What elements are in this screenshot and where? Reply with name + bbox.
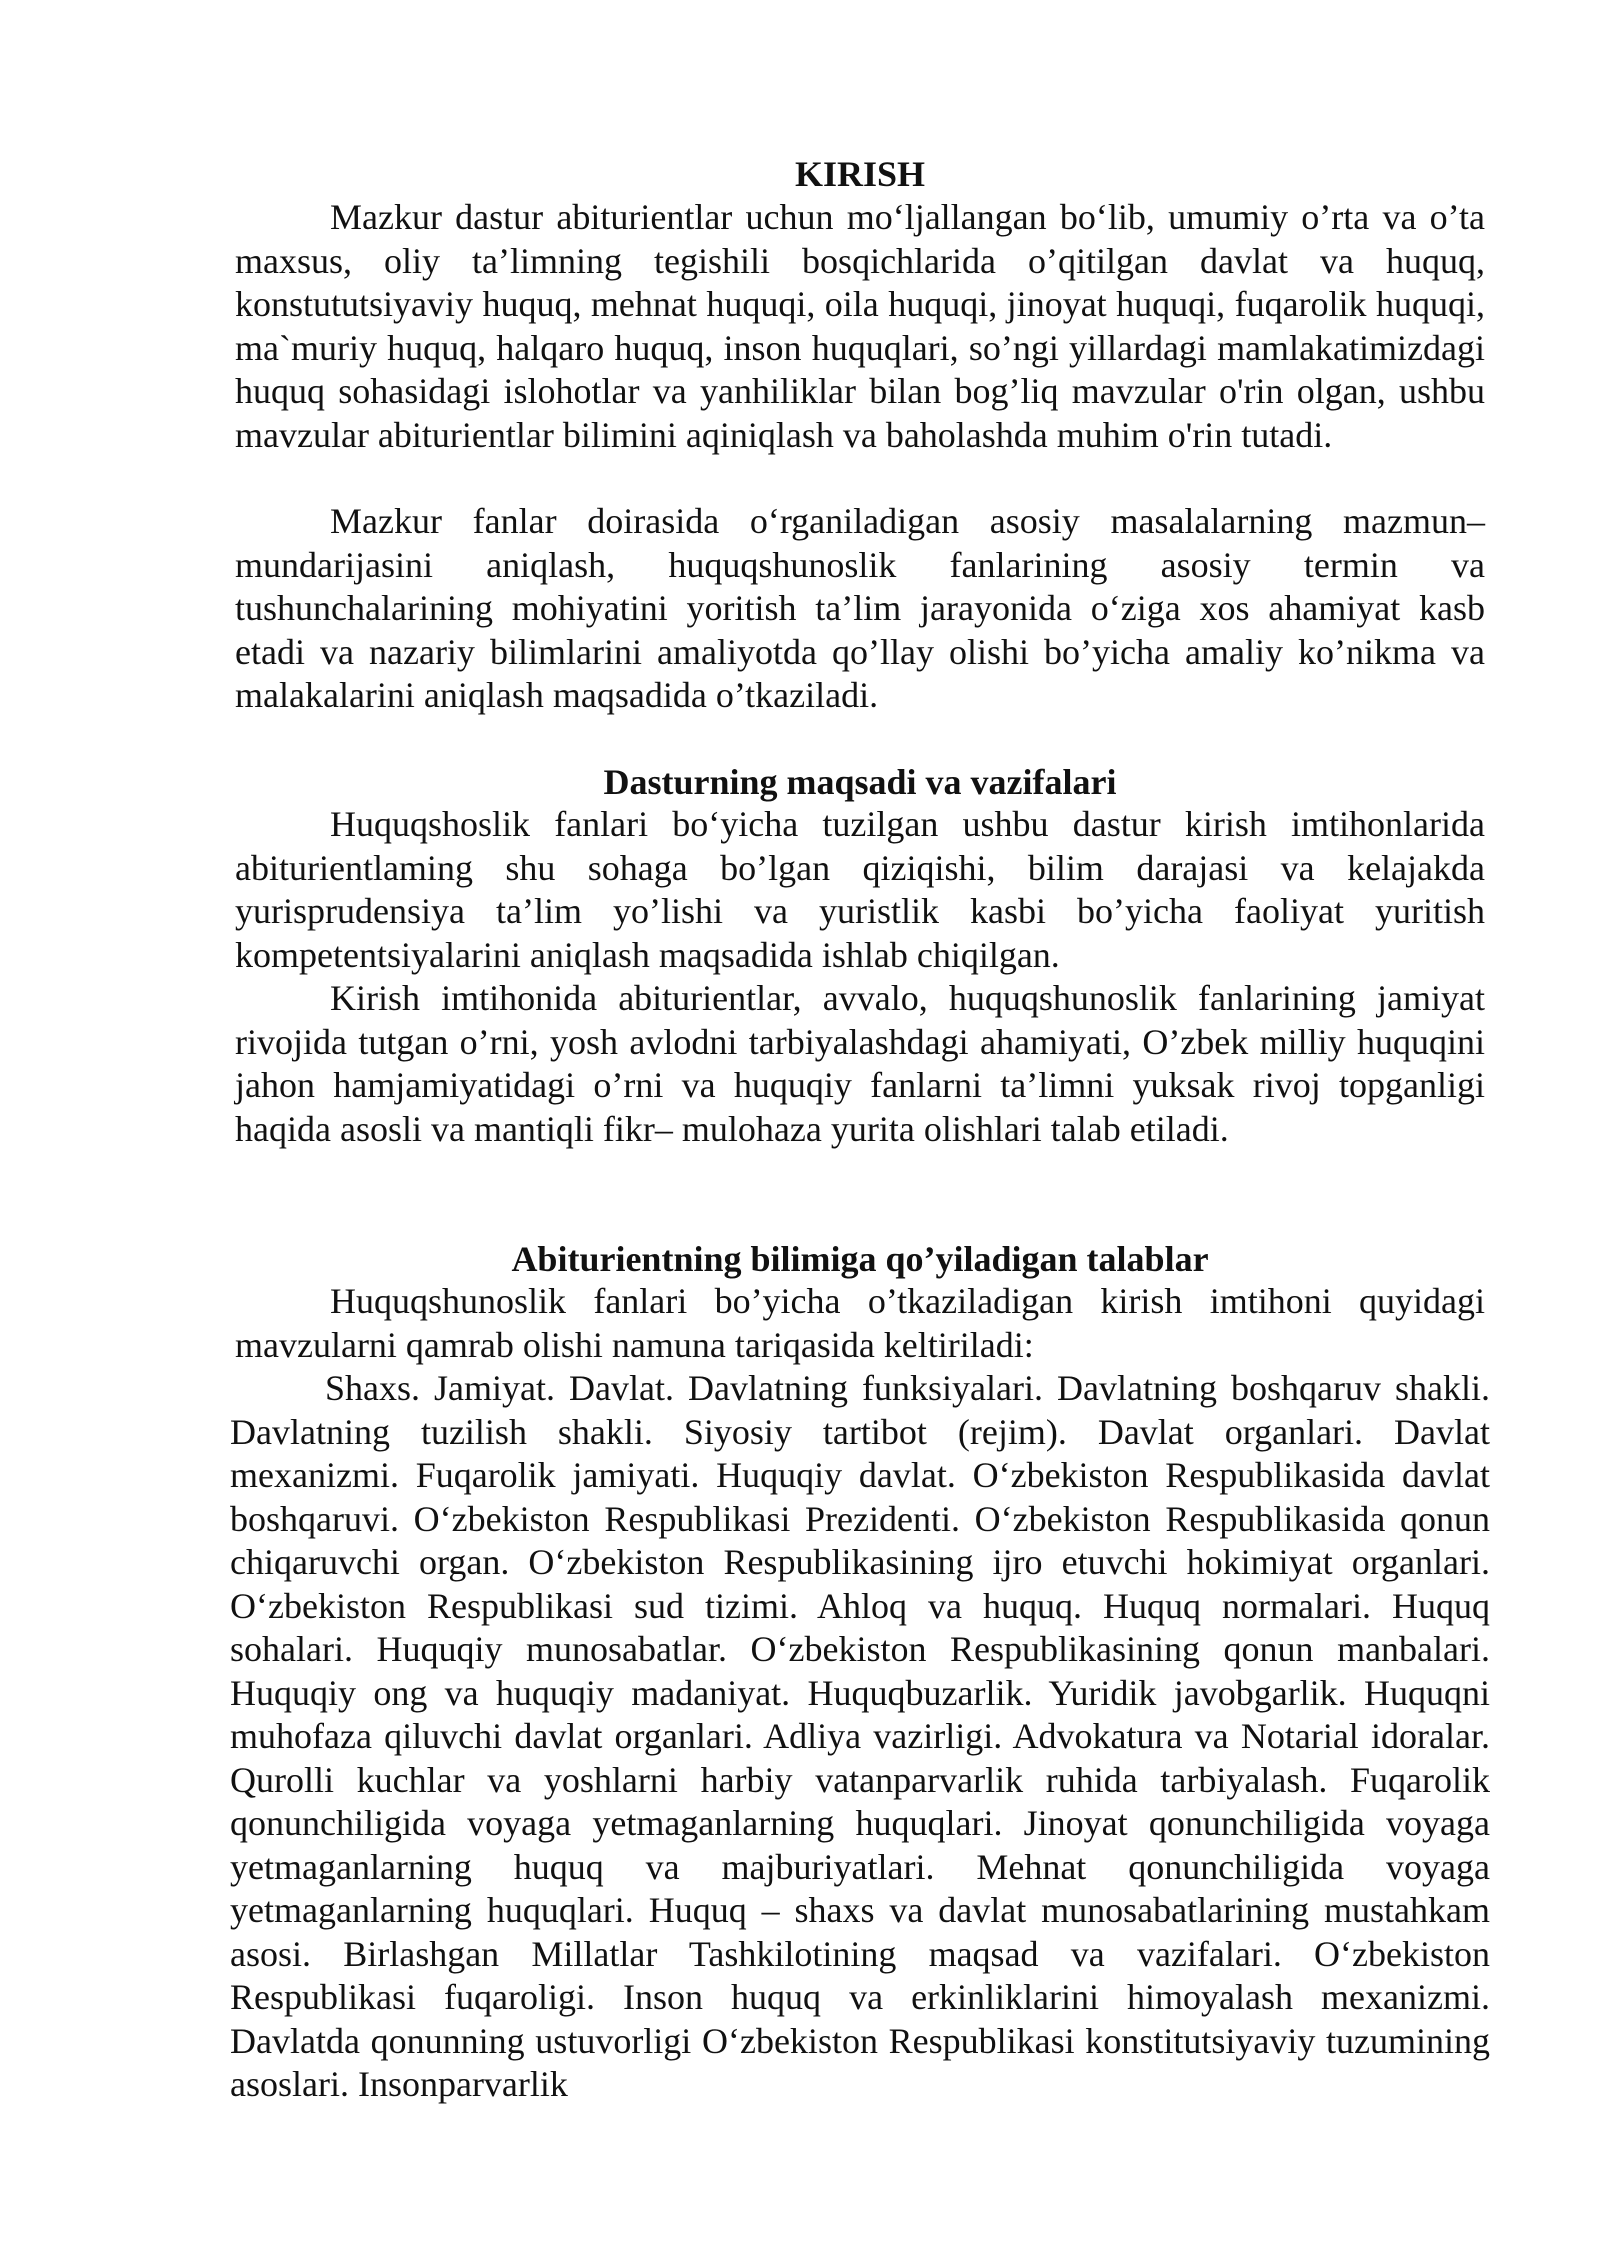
heading-talablar: Abiturientning bilimiga qo’yiladigan talablar <box>511 1239 1209 1279</box>
paragraph-topics-list: Shaxs. Jamiyat. Davlat. Davlatning funksiyalari. Davlatning boshqaruv shakli. Davlatning tuzilish shakli. Siyosiy tartibot (rejim). Davlat organlari. Davlat mexanizmi. Fuqarolik jamiyati. Huquqiy davlat. O‘zbekiston Respublikasida davlat boshqaruvi. O‘zbekiston Respublikasi Prezidenti. O‘zbekiston Respublikasida qonun chiqaruvchi organ. O‘zbekiston Respublikasining ijro etuvchi hokimiyat organlari. O‘zbekiston Respublikasi sud tizimi. Ahloq va huquq. Huquq normalari. Huquq sohalari. Huquqiy munosabatlar. O‘zbekiston Respublikasining qonun manbalari. Huquqiy ong va huquqiy madaniyat. Huquqbuzarlik. Yuridik javobgarlik. Huquqni muhofaza qiluvchi davlat organlari. Adliya vazirligi. Advokatura va Notarial idoralar. Qurolli kuchlar va yoshlarni harbiy vatanparvarlik ruhida tarbiyalash. Fuqarolik qonunchiligida voyaga yetmaganlarning huquqlari. Jinoyat qonunchiligida voyaga yetmaganlarning huquq va majburiyatlari. Mehnat qonunchiligida voyaga yetmaganlarning huquqlari. Huquq – shaxs va davlat munosabatlarining mustahkam asosi. Birlashgan Millatlar Tashkilotining maqsad va vazifalari. O‘zbekiston Respublikasi fuqaroligi. Inson huquq va erkinliklarini himoyalash mexanizmi. Davlatda qonunning ustuvorligi O‘zbekiston Respublikasi konstitutsiyaviy tuzumining asoslari. Insonparvarlik <box>230 1368 1490 2104</box>
heading-kirish: KIRISH <box>794 154 926 194</box>
paragraph-intro: Mazkur dastur abiturientlar uchun mo‘ljallangan bo‘lib, umumiy o’rta va o’ta maxsus, oliy ta’limning tegishili bosqichlarida o’qitilgan davlat va huquq, konstututsiyaviy huquq, mehnat huquqi, oila huquqi, jinoyat huquqi, fuqarolik huquqi, ma`muriy huquq, halqaro huquq, inson huquqlari, so’ngi yillardagi mamlakatimizdagi huquq sohasidagi islohotlar va yanhiliklar bilan bog’liq mavzular o'rin olgan, ushbu mavzular abiturientlar bilimini aqiniqlash va baholashda muhim o'rin tutadi. <box>235 197 1485 455</box>
paragraph-maqsad-1: Huquqshoslik fanlari bo‘yicha tuzilgan ushbu dastur kirish imtihonlarida abiturientlaming shu sohaga bo’lgan qiziqishi, bilim darajasi va kelajakda yurisprudensiya ta’lim yo’lishi va yuristlik kasbi bo’yicha faoliyat yuritish kompetentsiyalarini aniqlash maqsadida ishlab chiqilgan. <box>235 804 1485 975</box>
paragraph-maqsad-2: Kirish imtihonida abiturientlar, avvalo, huquqshunoslik fanlarining jamiyat rivojida tutgan o’rni, yosh avlodni tarbiyalashdagi ahamiyati, O’zbek milliy huquqini jahon hamjamiyatidagi o’rni va huquqiy fanlarni ta’limni yuksak rivoj topganligi haqida asosli va mantiqli fikr– mulohaza yurita olishlari talab etiladi. <box>235 978 1485 1149</box>
paragraph-talablar-1: Huquqshunoslik fanlari bo’yicha o’tkaziladigan kirish imtihoni quyidagi mavzularni qamrab olishi namuna tariqasida keltiriladi: <box>235 1281 1485 1365</box>
paragraph-intro-2: Mazkur fanlar doirasida o‘rganiladigan asosiy masalalarning mazmun–mundarijasini aniqlash, huquqshunoslik fanlarining asosiy termin va tushunchalarining mohiyatini yoritish ta’lim jarayonida o‘ziga xos ahamiyat kasb etadi va nazariy bilimlarini amaliyotda qo’llay olishi bo’yicha amaliy ko’nikma va malakalarini aniqlash maqsadida o’tkaziladi. <box>235 501 1485 715</box>
heading-maqsad: Dasturning maqsadi va vazifalari <box>603 762 1117 802</box>
